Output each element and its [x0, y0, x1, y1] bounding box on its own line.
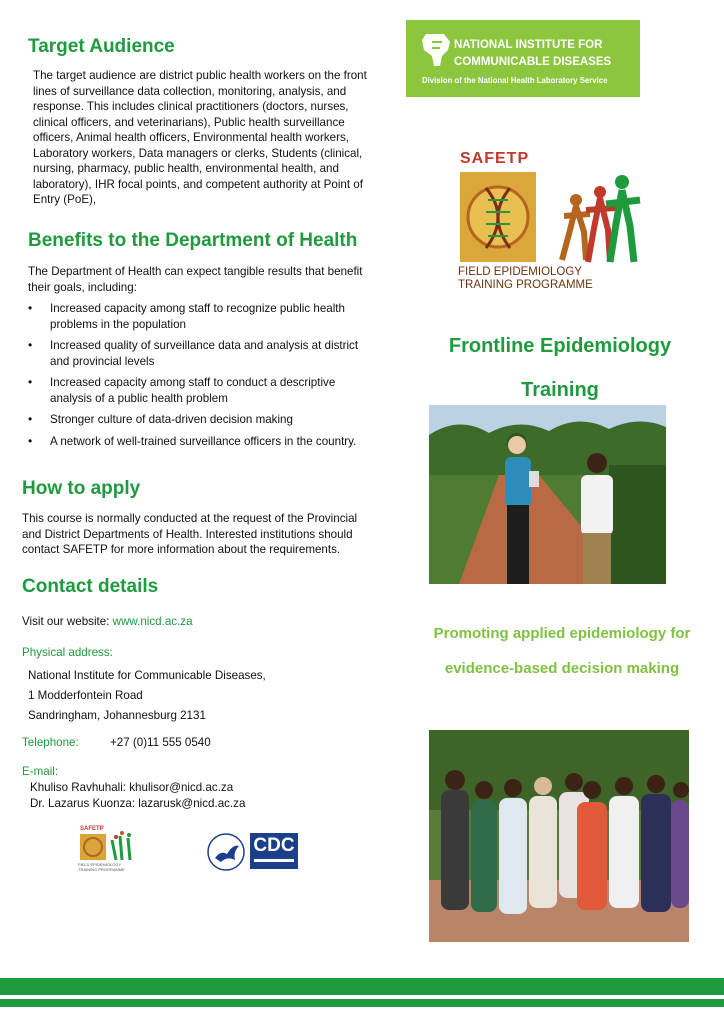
list-item: • A network of well-trained surveillance officers in the country.	[23, 434, 375, 450]
website-line	[22, 614, 193, 630]
list-item: • Stronger culture of data-driven decision making	[23, 412, 375, 428]
benefits-intro: The Department of Health can expect tangible results that benefit their goals, including:	[28, 265, 363, 294]
hhs-eagle-icon	[205, 832, 247, 872]
target-audience-heading: Target Audience	[28, 36, 175, 57]
email-line[interactable]: Khuliso Ravhuhali: khulisor@nicd.ac.za	[30, 781, 234, 794]
nicd-line2: COMMUNICABLE DISEASES	[454, 56, 612, 68]
email-line[interactable]: Dr. Lazarus Kuonza: lazarusk@nicd.ac.za	[30, 797, 246, 810]
group-photo	[429, 730, 689, 942]
tagline	[400, 616, 724, 686]
field-photo-image	[429, 405, 666, 584]
tagline-line2: evidence-based decision making	[444, 660, 680, 677]
safetp-logo-text: SAFETP	[460, 150, 530, 167]
footer-bar-top	[0, 978, 724, 995]
telephone-value: +27 (0)11 555 0540	[110, 736, 211, 749]
group-photo-image	[429, 730, 689, 942]
page-title-line2: Training	[521, 379, 599, 401]
address-label: Physical address:	[22, 646, 113, 659]
safetp-small-caption: FIELD EPIDEMIOLOGY TRAINING PROGRAMME	[78, 862, 125, 872]
field-work-photo	[429, 405, 666, 584]
target-audience-text: The target audience are district public health workers on the front lines of surveillance data collection, monitoring, analysis, and response. This includes clinical practitioners (doctors, nurses, clinical officers, and veterinarians), Public health surveillance officers, Animal health officers, Environmental health workers, Laboratory workers, Data managers or clerks, Students (clinical, nursing, pharmacy, public health, environmental health, and laboratory), IHR focal points, and competent authority at Point of Entry (PoE),	[33, 69, 367, 206]
website-label: Visit our website:	[22, 615, 113, 628]
safetp-line2: TRAINING PROGRAMME	[458, 279, 593, 291]
website-link[interactable]: www.nicd.ac.za	[112, 615, 193, 628]
africa-map-icon	[418, 32, 456, 68]
how-to-apply-heading: How to apply	[22, 478, 141, 499]
address-line: Sandringham, Johannesburg 2131	[28, 709, 206, 722]
hhs-logo	[205, 832, 247, 872]
email-label: E-mail:	[22, 765, 59, 778]
list-item: • Increased capacity among staff to conduct a descriptive analysis of a public health problem	[23, 375, 375, 406]
footer-bar-bottom	[0, 999, 724, 1007]
nicd-logo	[406, 20, 640, 97]
list-item: • Increased capacity among staff to recognize public health problems in the population	[23, 301, 375, 332]
safetp-emblem-icon	[458, 170, 644, 268]
benefits-list	[23, 301, 375, 455]
page-title-line1: Frontline Epidemiology	[448, 335, 672, 357]
safetp-small-text: SAFETP	[80, 826, 104, 832]
safetp-small-logo	[78, 826, 140, 874]
cdc-logo-text: CDC	[253, 835, 295, 856]
cdc-logo	[250, 833, 298, 869]
safetp-logo	[458, 150, 644, 295]
page-title	[430, 324, 690, 412]
telephone-label: Telephone:	[22, 736, 79, 749]
email-block	[30, 780, 245, 812]
address-line: 1 Modderfontein Road	[28, 689, 143, 702]
contact-heading: Contact details	[22, 576, 159, 597]
how-to-apply-text: This course is normally conducted at the request of the Provincial and District Departments of Health. Interested institutions should contact SAFETP for more information about the requirements.	[22, 512, 358, 556]
list-item: • Increased quality of surveillance data and analysis at district and provincial levels	[23, 338, 375, 369]
nicd-line3: Division of the National Health Laboratory Service	[422, 76, 608, 85]
address-line: National Institute for Communicable Diseases,	[28, 669, 266, 682]
tagline-line1: Promoting applied epidemiology for	[433, 625, 691, 642]
safetp-line1: FIELD EPIDEMIOLOGY	[458, 266, 582, 278]
address-block	[28, 666, 266, 726]
nicd-line1: NATIONAL INSTITUTE FOR	[454, 39, 603, 51]
benefits-heading: Benefits to the Department of Health	[28, 230, 358, 251]
